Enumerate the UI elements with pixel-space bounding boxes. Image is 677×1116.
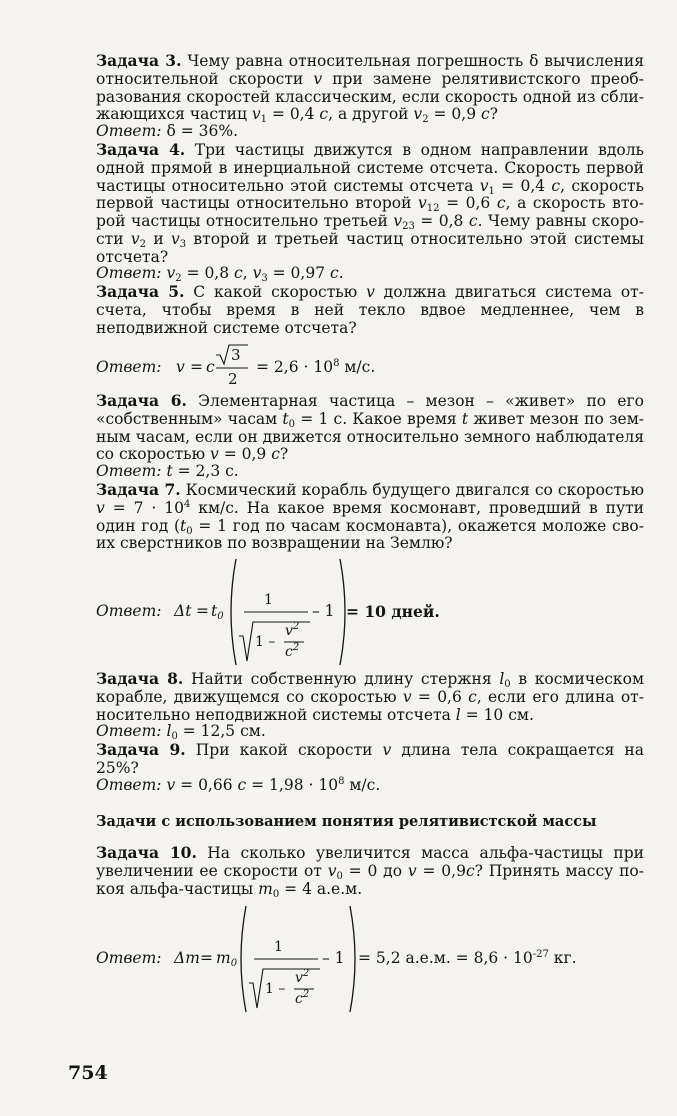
answer-7-formula: Ответ: Δt = $t_0$ 1 1 – $v^2$ $c^2$ – 1 = 10 дней.: [96, 556, 516, 668]
problem-3: Задача 3. Чему равна относительная погрешность δ вычисления относительной скорости v при замене релятивистского преобразования скоростей классическим, если скорость одной из сближающихся частиц $v_1 = 0,4$ c, а другой $v_2 = 0,9$ c?: [96, 51, 645, 126]
problem-10: Задача 10. На сколько увеличится масса альфа-частицы при увеличении ее скорости от $v_0 = 0$ до v = 0,9c? Принять массу покоя альфа-частицы $m_0 = 4$ а.е.м.: [96, 843, 644, 900]
answer-6: Ответ: t = 2,3 с.: [96, 462, 239, 480]
answer-3: Ответ: δ = 36%.: [96, 122, 239, 140]
problem-9: Задача 9. При какой скорости v длина тела сокращается на 25%?: [96, 740, 644, 777]
answer-9: Ответ: v = 0,66 $c = 1,98 \cdot 10^8$ м/с.: [96, 776, 381, 794]
answer-8: Ответ: $l_0 = 12,5$ см.: [96, 722, 266, 742]
answer-5-formula: Ответ: v = c 3 2 = $2,6 \cdot 10^8$ м/с.: [96, 346, 376, 388]
section-heading: Задачи с использованием понятия релятивистской массы: [96, 813, 597, 830]
answer-10-formula: Ответ: Δm = $m_0$ 1 1 – $v^2$ $c^2$ – 1 = 5,2 а.е.м. = $8,6 \cdot 10^{-27}$ кг.: [96, 903, 636, 1015]
problem-8: Задача 8. Найти собственную длину стержня $l_0$ в космическом корабле, движущемся со скоростью v = 0,6 c, если его длина относительно неподвижной системы отсчета l = 10 см.: [96, 669, 645, 724]
answer-4: Ответ: $v_2 = 0,8$ c, $v_3 = 0,97$ c.: [96, 264, 344, 284]
problem-4: Задача 4. Три частицы движутся в одном направлении вдоль одной прямой в инерциальной системе отсчета. Скорость первой частицы относительно этой системы отсчета $v_1 = 0,4$ c, скорость первой частицы относительно второй $v_{12} = 0,6$ c, а скорость второй частицы относительно третьей $v_{23} = 0,8$ c. Чему равны скорости $v_2$ и $v_3$ второй и третьей частиц относительно этой системы отсчета?: [96, 140, 645, 266]
problem-6: Задача 6. Элементарная частица – мезон – «живет» по его «собственным» часам $t_0 = 1$ с. Какое время t живет мезон по земным часам, если он движется относительно земного наблюдателя со скоростью v = 0,9 c?: [96, 391, 645, 464]
problem-7: Задача 7. Космический корабль будущего двигался со скоростью $v = 7 \cdot 10^4$ км/с. На какое время космонавт, проведший в пути один год ($t_0 = 1$ год по часам космонавта), окажется моложе своих сверстников по возвращении на Землю?: [96, 480, 644, 553]
problem-5: Задача 5. С какой скоростью v должна двигаться система отсчета, чтобы время в ней текло вдвое медленнее, чем в неподвижной системе отсчета?: [96, 282, 645, 337]
page-number: 754: [68, 1062, 108, 1084]
